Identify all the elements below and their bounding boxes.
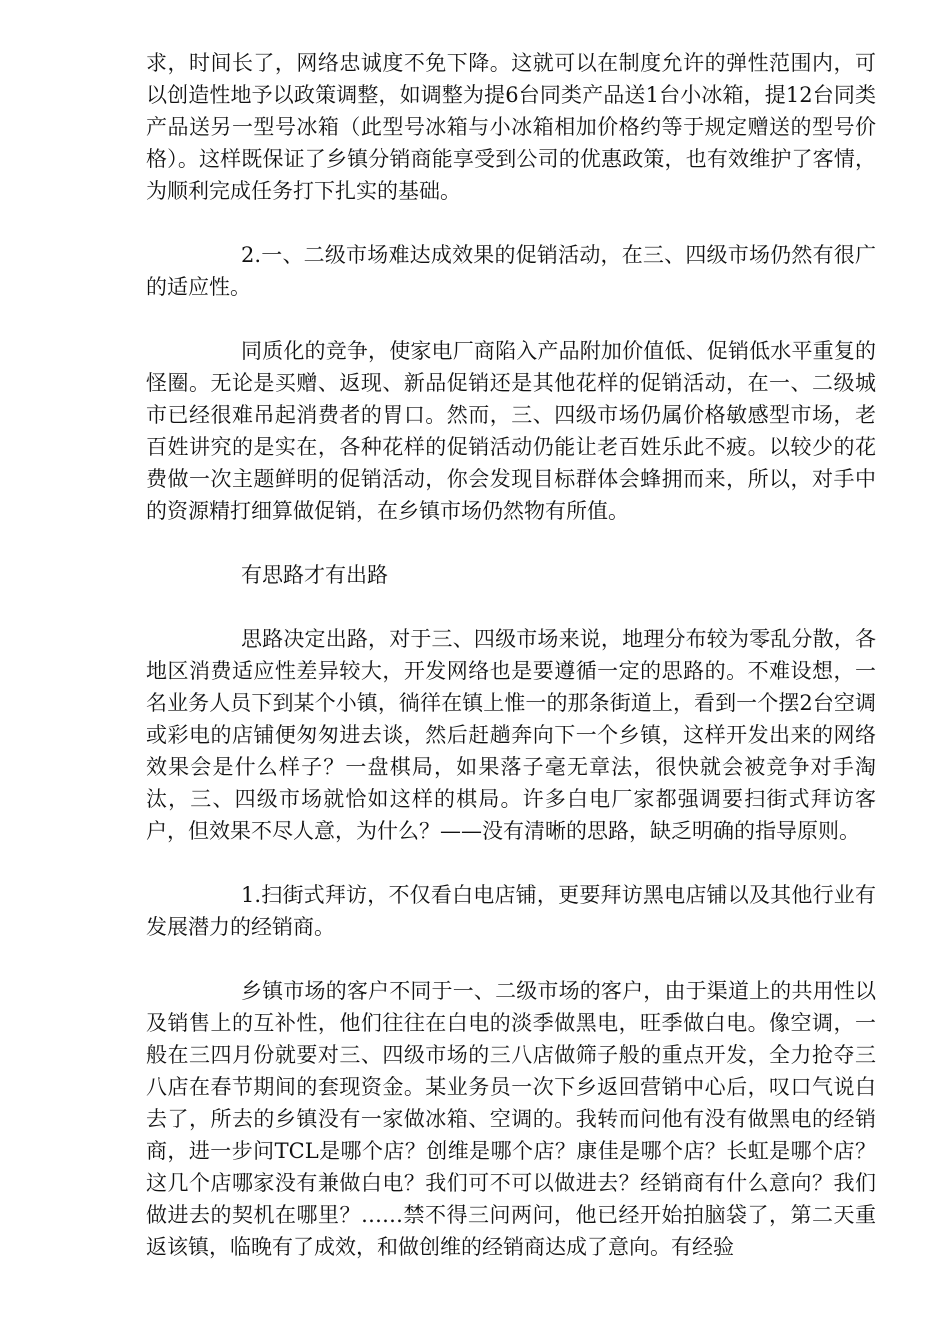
section-heading: 有思路才有出路 xyxy=(241,563,388,587)
paragraph-heading-point-1: 1.扫街式拜访，不仅看白电店铺，更要拜访黑电店铺以及其他行业有发展潜力的经销商。 xyxy=(146,883,876,939)
paragraph-rural-customers: 乡镇市场的客户不同于一、二级市场的客户，由于渠道上的共用性以及销售上的互补性，他们往往在白电的淡季做黑电，旺季做白电。像空调，一般在三四月份就要对三、四级市场的三八店做筛子般的重点开发，全力抢夺三八店在春节期间的套现资金。某业务员一次下乡返回营销中心后，叹口气说白去了，所去的乡镇没有一家做冰箱、空调的。我转而问他有没有做黑电的经销商，进一步问TCL是哪个店？创维是哪个店？康佳是哪个店？长虹是哪个店？这几个店哪家没有兼做白电？我们可不可以做进去？经销商有什么意向？我们做进去的契机在哪里？……禁不得三问两问，他已经开始拍脑袋了，第二天重返该镇，临晚有了成效，和做创维的经销商达成了意向。有经验 xyxy=(146,979,876,1259)
document-page xyxy=(146,47,876,1263)
paragraph-heading-point-2: 2.一、二级市场难达成效果的促销活动，在三、四级市场仍然有很广的适应性。 xyxy=(146,243,876,299)
paragraph-promotion-competition: 同质化的竞争，使家电厂商陷入产品附加价值低、促销低水平重复的怪圈。无论是买赠、返现、新品促销还是其他花样的促销活动，在一、二级城市已经很难吊起消费者的胃口。然而，三、四级市场仍属价格敏感型市场，老百姓讲究的是实在，各种花样的促销活动仍能让老百姓乐此不疲。以较少的花费做一次主题鲜明的促销活动，你会发现目标群体会蜂拥而来，所以，对手中的资源精打细算做促销，在乡镇市场仍然物有所值。 xyxy=(146,339,876,523)
paragraph-thinking-path: 思路决定出路，对于三、四级市场来说，地理分布较为零乱分散，各地区消费适应性差异较大，开发网络也是要遵循一定的思路的。不难设想，一名业务人员下到某个小镇，徜徉在镇上惟一的那条街道上，看到一个摆2台空调或彩电的店铺便匆匆进去谈，然后赶趟奔向下一个乡镇，这样开发出来的网络效果会是什么样子？一盘棋局，如果落子毫无章法，很快就会被竞争对手淘汰，三、四级市场就恰如这样的棋局。许多白电厂家都强调要扫街式拜访客户，但效果不尽人意，为什么？——没有清晰的思路，缺乏明确的指导原则。 xyxy=(146,627,876,843)
paragraph-policy-adjustment: 求，时间长了，网络忠诚度不免下降。这就可以在制度允许的弹性范围内，可以创造性地予以政策调整，如调整为提6台同类产品送1台小冰箱，提12台同类产品送另一型号冰箱（此型号冰箱与小冰箱相加价格约等于规定赠送的型号价格）。这样既保证了乡镇分销商能享受到公司的优惠政策，也有效维护了客情，为顺利完成任务打下扎实的基础。 xyxy=(146,51,876,203)
